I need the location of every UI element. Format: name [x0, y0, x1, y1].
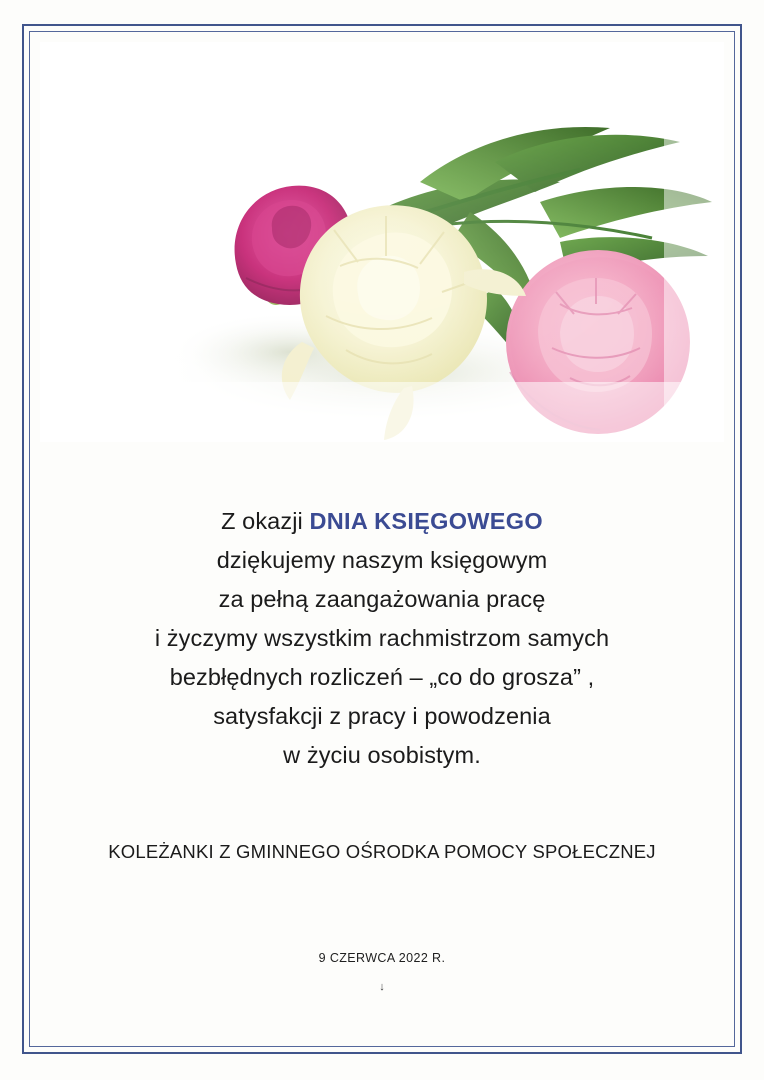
- pen-mark: ↓: [379, 981, 385, 993]
- card-content: [40, 42, 724, 1036]
- bouquet-illustration: [40, 42, 724, 442]
- greeting-text: [40, 502, 724, 775]
- greeting-line-4: i życzymy wszystkim rachmistrzom samych: [154, 625, 610, 651]
- greeting-line-7: w życiu osobistym.: [283, 742, 481, 768]
- greeting-line-3: za pełną zaangażowania pracę: [218, 586, 546, 612]
- greeting-line-6: satysfakcji z pracy i powodzenia: [213, 703, 551, 729]
- signature-line: KOLEŻANKI Z GMINNEGO OŚRODKA POMOCY SPOŁECZNEJ: [108, 841, 656, 862]
- greeting-line-5: bezbłędnych rozliczeń – „co do grosza” ,: [169, 664, 595, 690]
- greeting-line-1-prefix: Z okazji: [221, 508, 310, 534]
- flower-photo: [40, 42, 724, 442]
- greeting-line-1: [40, 502, 724, 541]
- greeting-accent-phrase: DNIA KSIĘGOWEGO: [309, 508, 543, 534]
- date-line: 9 CZERWCA 2022 R.: [318, 951, 446, 965]
- greeting-line-2: dziękujemy naszym księgowym: [216, 547, 548, 573]
